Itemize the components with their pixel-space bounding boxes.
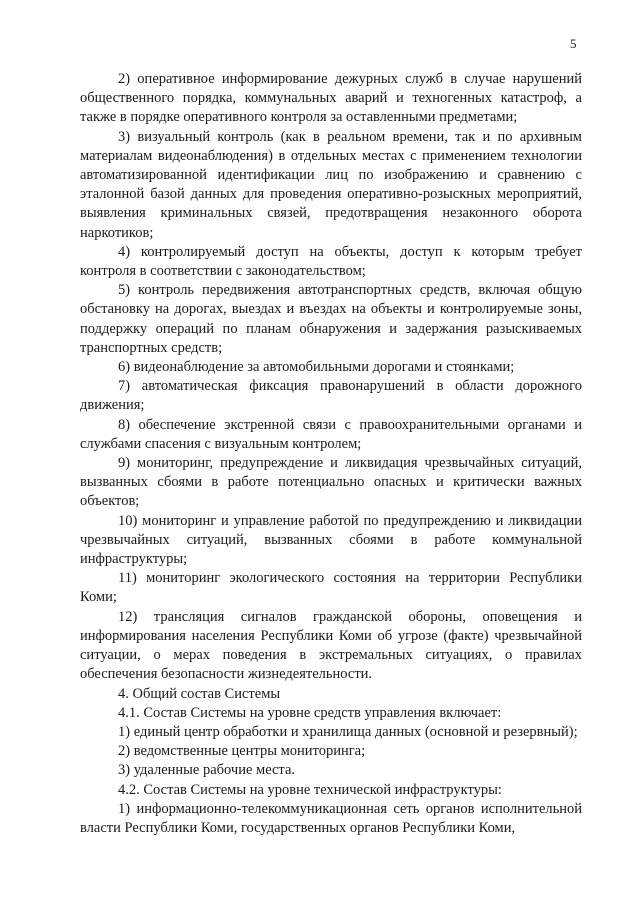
list-item-7: 7) автоматическая фиксация правонарушений в области дорожного движения; <box>80 378 582 414</box>
list-item-11: 11) мониторинг экологического состояния на территории Республики Коми; <box>80 570 582 606</box>
list-item-9: 9) мониторинг, предупреждение и ликвидация чрезвычайных ситуаций, вызванных сбоями в работе потенциально опасных и критически важных объектов; <box>80 455 582 510</box>
list-item-5: 5) контроль передвижения автотранспортных средств, включая общую обстановку на дорогах, выездах и въездах на объекты и контролируемые зоны, поддержку операций по планам обнаружения и задержания разыскиваемых транспортных средств; <box>80 282 582 356</box>
list-item-10: 10) мониторинг и управление работой по предупреждению и ликвидации чрезвычайных ситуаций, вызванных сбоями в работе коммунальной инфраструктуры; <box>80 512 582 568</box>
section-heading: 4. Общий состав Системы <box>118 685 281 702</box>
list-item-4: 4) контролируемый доступ на объекты, доступ к которым требует контроля в соответствии с законодательством; <box>80 243 582 280</box>
clause-4-1-item-3: 3) удаленные рабочие места. <box>118 762 296 779</box>
clause-4-2: 4.2. Состав Системы на уровне технической инфраструктуры: <box>118 781 502 798</box>
clause-4-1: 4.1. Состав Системы на уровне средств управления включает: <box>118 704 502 721</box>
list-item-3: 3) визуальный контроль (как в реальном времени, так и по архивным материалам видеонаблюдения) в отдельных местах с применением технологии автоматизированной идентификации лиц по изображению и сравнению с эталонной базой данных для проведения оперативно-розыскных мероприятий, выявления криминальных связей, предотвращения незаконного оборота наркотиков; <box>80 128 582 241</box>
list-item-12: 12) трансляция сигналов гражданской обороны, оповещения и информирования населения Республики Коми об угрозе (факте) чрезвычайной ситуации, о мерах поведения в экстремальных ситуациях, о правилах обеспечения безопасности жизнедеятельности. <box>80 608 582 683</box>
page-number: 5 <box>570 36 577 51</box>
list-item-6: 6) видеонаблюдение за автомобильными дорогами и стоянками; <box>118 359 515 376</box>
clause-4-1-item-1: 1) единый центр обработки и хранилища данных (основной и резервный); <box>118 723 578 740</box>
list-item-2: 2) оперативное информирование дежурных служб в случае нарушений общественного порядка, коммунальных аварий и техногенных катастроф, а также в порядке оперативного контроля за оставленными предметами; <box>80 71 582 126</box>
list-item-8: 8) обеспечение экстренной связи с правоохранительными органами и службами спасения с визуальным контролем; <box>80 416 582 452</box>
document-body <box>80 70 582 838</box>
clause-4-1-item-2: 2) ведомственные центры мониторинга; <box>118 743 366 760</box>
clause-4-2-item-1: 1) информационно-телекоммуникационная сеть органов исполнительной власти Республики Коми, государственных органов Республики Коми, <box>80 800 582 836</box>
